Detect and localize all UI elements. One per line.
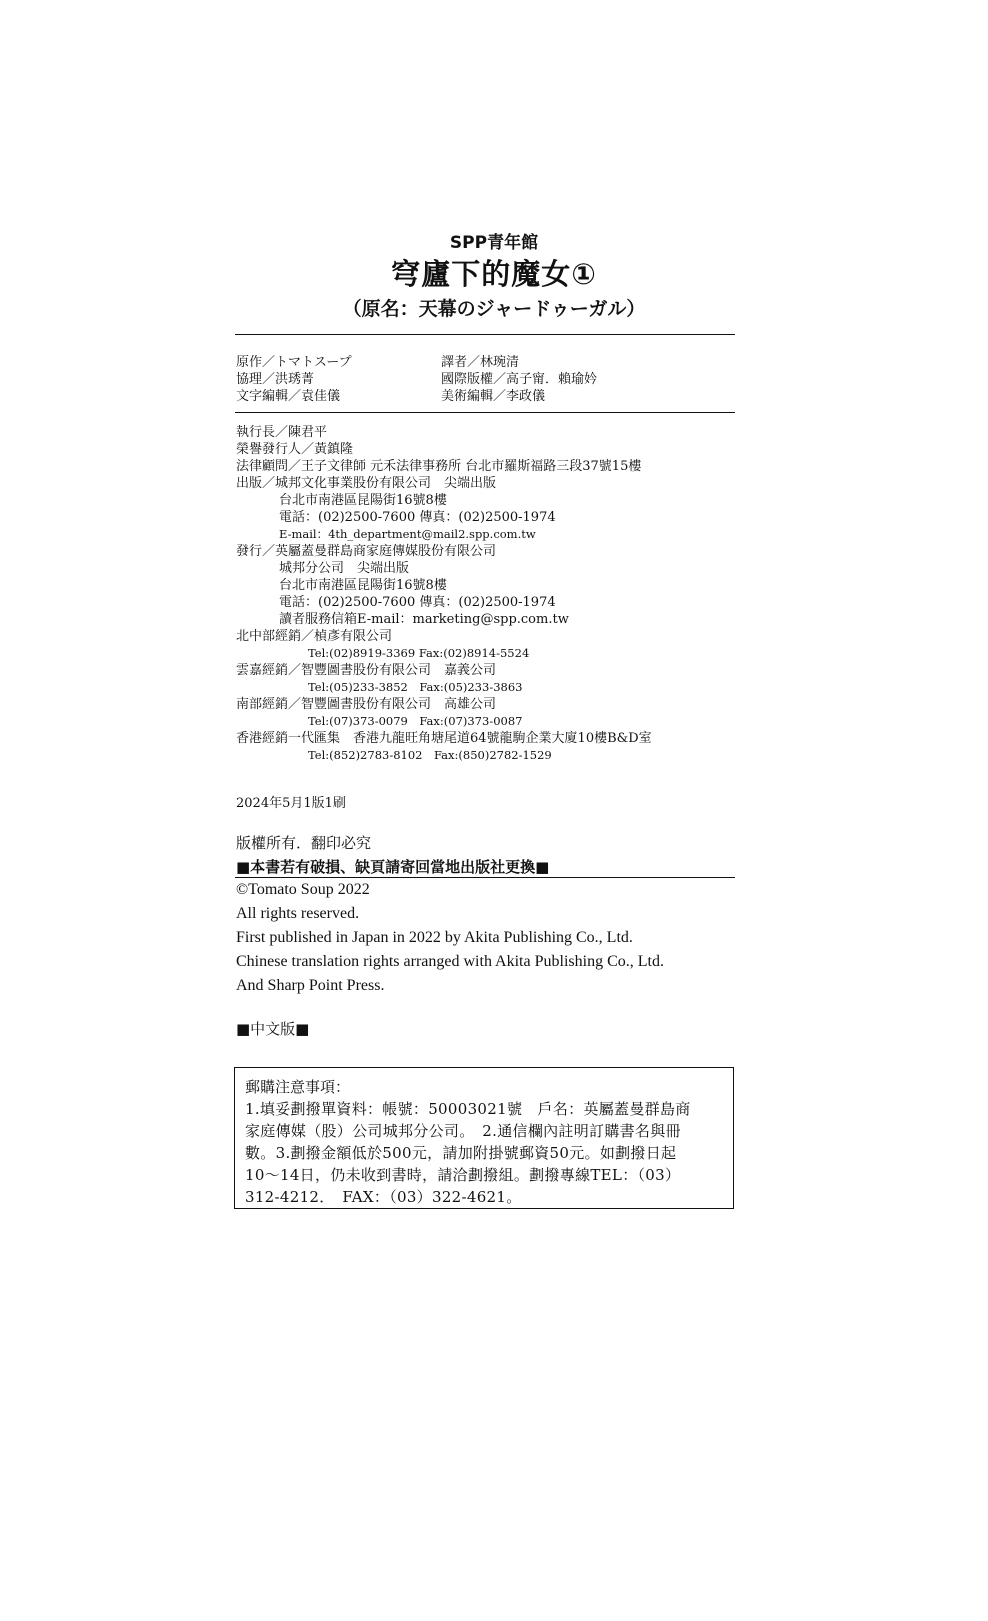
publisher-line: 台北市南港區昆陽街16號8樓: [279, 493, 447, 508]
credit-line: 國際版權／高子甯．賴瑜妗: [441, 372, 598, 387]
credit-line: 譯者／林琬清: [441, 355, 520, 370]
publisher-info: [236, 424, 652, 764]
edition-label: ■中文版■: [236, 1020, 310, 1038]
publisher-line: 執行長／陳君平: [236, 425, 328, 440]
mail-order-line: 數。3.劃撥金額低於500元，請加附掛號郵資50元。如劃撥日起: [245, 1144, 677, 1162]
publisher-line: 南部經銷／智豐圖書股份有限公司 高雄公司: [236, 697, 497, 712]
credit-line: 協理／洪琇菁: [236, 372, 315, 387]
publisher-line: 出版／城邦文化事業股份有限公司 尖端出版: [236, 476, 497, 491]
copyright-line: All rights reserved.: [236, 905, 360, 922]
publisher-line: E-mail：4th_department@mail2.spp.com.tw: [279, 527, 536, 541]
copyright-block: [236, 878, 664, 998]
copyright-line: First published in Japan in 2022 by Akita Publishing Co., Ltd.: [236, 929, 633, 946]
publisher-line: 雲嘉經銷／智豐圖書股份有限公司 嘉義公司: [236, 663, 497, 678]
publisher-line: Tel:(852)2783-8102 Fax:(850)2782-1529: [308, 748, 552, 762]
mail-order-box: [234, 1067, 734, 1209]
print-date: 2024年5月1版1刷: [236, 796, 346, 811]
mail-order-title: 郵購注意事項：: [245, 1078, 351, 1096]
publisher-line: 台北市南港區昆陽街16號8樓: [279, 578, 447, 593]
original-title: （原名：天幕のジャードゥーガル）: [342, 298, 646, 320]
rights-reserved: 版權所有．翻印必究: [236, 834, 372, 852]
publisher-line: 城邦分公司 尖端出版: [279, 561, 410, 576]
publisher-line: 榮譽發行人／黃鎮隆: [236, 442, 354, 457]
credit-line: 文字編輯／袁佳儀: [236, 389, 341, 404]
publisher-line: 發行／英屬蓋曼群島商家庭傳媒股份有限公司: [236, 544, 497, 559]
divider: [235, 412, 735, 413]
series-name: SPP青年館: [449, 233, 539, 253]
damage-notice: ■本書若有破損、缺頁請寄回當地出版社更換■: [236, 858, 550, 876]
publisher-line: Tel:(02)8919-3369 Fax:(02)8914-5524: [308, 646, 530, 660]
publisher-line: 讀者服務信箱E-mail：marketing@spp.com.tw: [279, 612, 569, 627]
publisher-line: 香港經銷一代匯集 香港九龍旺角塘尾道64號龍駒企業大廈10樓B&D室: [236, 731, 652, 746]
publisher-line: 法律顧問／王子文律師 元禾法律事務所 台北市羅斯福路三段37號15樓: [236, 459, 642, 474]
copyright-line: Chinese translation rights arranged with Akita Publishing Co., Ltd.: [236, 953, 664, 970]
divider: [235, 334, 735, 335]
book-title: 穹廬下的魔女①: [391, 257, 597, 291]
mail-order-line: 家庭傳媒（股）公司城邦分公司。 2.通信欄內註明訂購書名與冊: [245, 1122, 681, 1140]
copyright-line: ©Tomato Soup 2022: [236, 881, 370, 898]
publisher-line: 電話：(02)2500-7600 傳真：(02)2500-1974: [279, 510, 556, 525]
publisher-line: 電話：(02)2500-7600 傳真：(02)2500-1974: [279, 595, 556, 610]
publisher-line: 北中部經銷／楨彥有限公司: [236, 629, 393, 644]
mail-order-line: 1.填妥劃撥單資料：帳號：50003021號 戶名：英屬蓋曼群島商: [245, 1100, 691, 1118]
publisher-line: Tel:(05)233-3852 Fax:(05)233-3863: [308, 680, 523, 694]
credit-line: 美術編輯／李政儀: [441, 389, 546, 404]
credits-left: [236, 354, 352, 405]
mail-order-line: 10～14日，仍未收到書時，請洽劃撥組。劃撥專線TEL：（03）: [245, 1166, 681, 1184]
copyright-line: And Sharp Point Press.: [236, 977, 385, 994]
credit-line: 原作／トマトスープ: [236, 355, 352, 370]
credits-right: [441, 354, 597, 405]
mail-order-line: 312-4212． FAX：（03）322-4621。: [245, 1188, 522, 1206]
publisher-line: Tel:(07)373-0079 Fax:(07)373-0087: [308, 714, 523, 728]
